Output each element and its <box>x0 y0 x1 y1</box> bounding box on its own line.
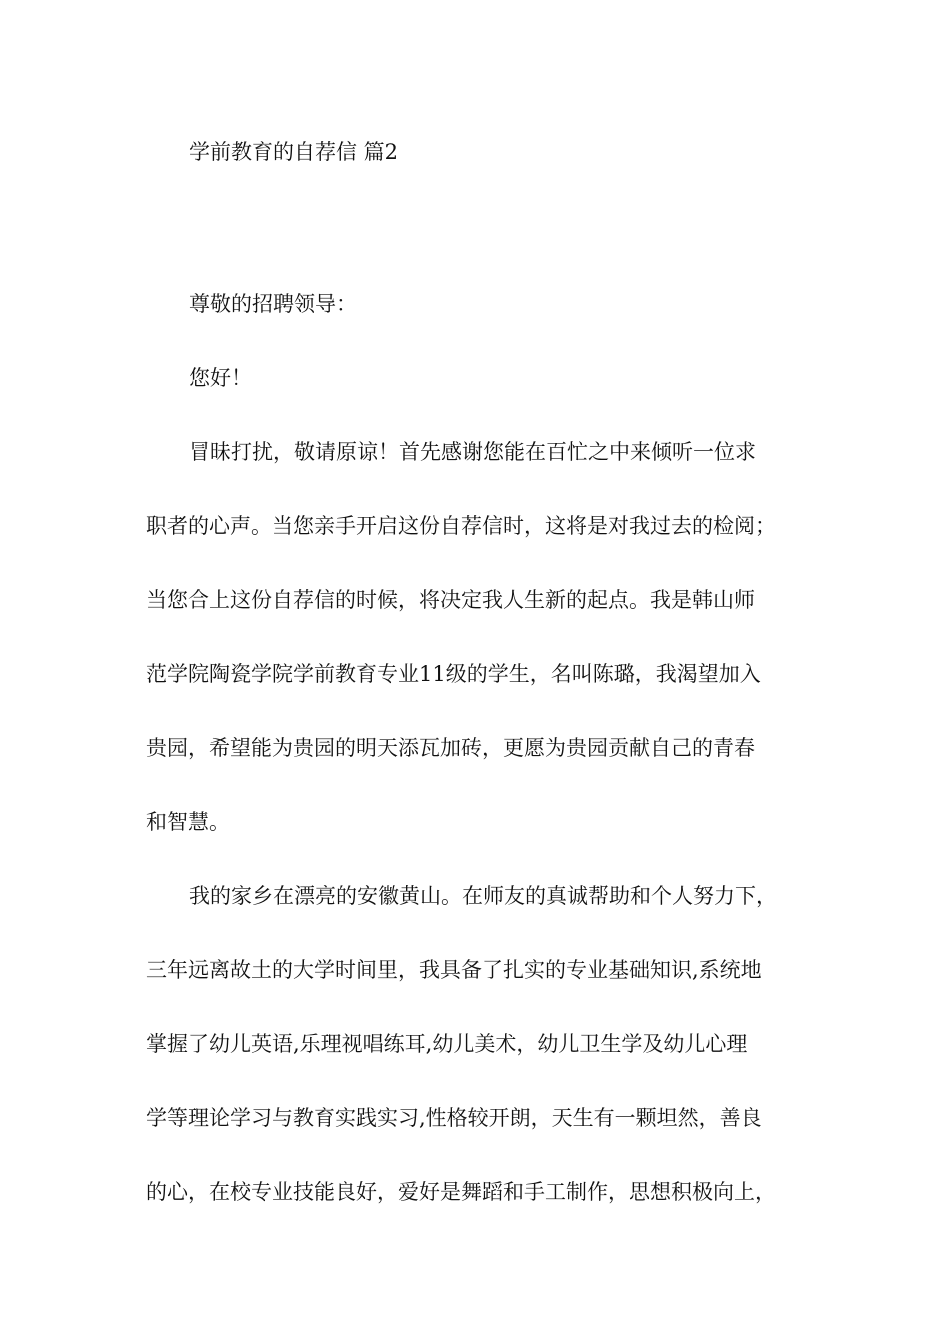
document-title: 学前教育的自荐信 篇2 <box>189 140 399 164</box>
paragraph2-line: 的心，在校专业技能良好，爱好是舞蹈和手工制作，思想积极向上， <box>146 1180 776 1204</box>
paragraph1-line: 当您合上这份自荐信的时候，将决定我人生新的起点。我是韩山师 <box>146 588 755 612</box>
paragraph2-line: 学等理论学习与教育实践实习,性格较开朗，天生有一颗坦然，善良 <box>146 1106 762 1130</box>
paragraph1-line: 贵园，希望能为贵园的明天添瓦加砖，更愿为贵园贡献自己的青春 <box>146 736 755 760</box>
paragraph1-line: 范学院陶瓷学院学前教育专业11级的学生，名叫陈璐，我渴望加入 <box>146 662 761 686</box>
paragraph2-line: 掌握了幼儿英语,乐理视唱练耳,幼儿美术，幼儿卫生学及幼儿心理 <box>146 1032 748 1056</box>
greeting: 您好！ <box>189 366 252 390</box>
salutation: 尊敬的招聘领导： <box>189 292 357 316</box>
paragraph2-line: 我的家乡在漂亮的安徽黄山。在师友的真诚帮助和个人努力下， <box>189 884 777 908</box>
paragraph1-line: 职者的心声。当您亲手开启这份自荐信时，这将是对我过去的检阅； <box>146 514 776 538</box>
paragraph1-line: 冒昧打扰，敬请原谅！首先感谢您能在百忙之中来倾听一位求 <box>189 440 756 464</box>
paragraph1-line: 和智慧。 <box>146 810 230 834</box>
paragraph2-line: 三年远离故土的大学时间里，我具备了扎实的专业基础知识,系统地 <box>146 958 762 982</box>
